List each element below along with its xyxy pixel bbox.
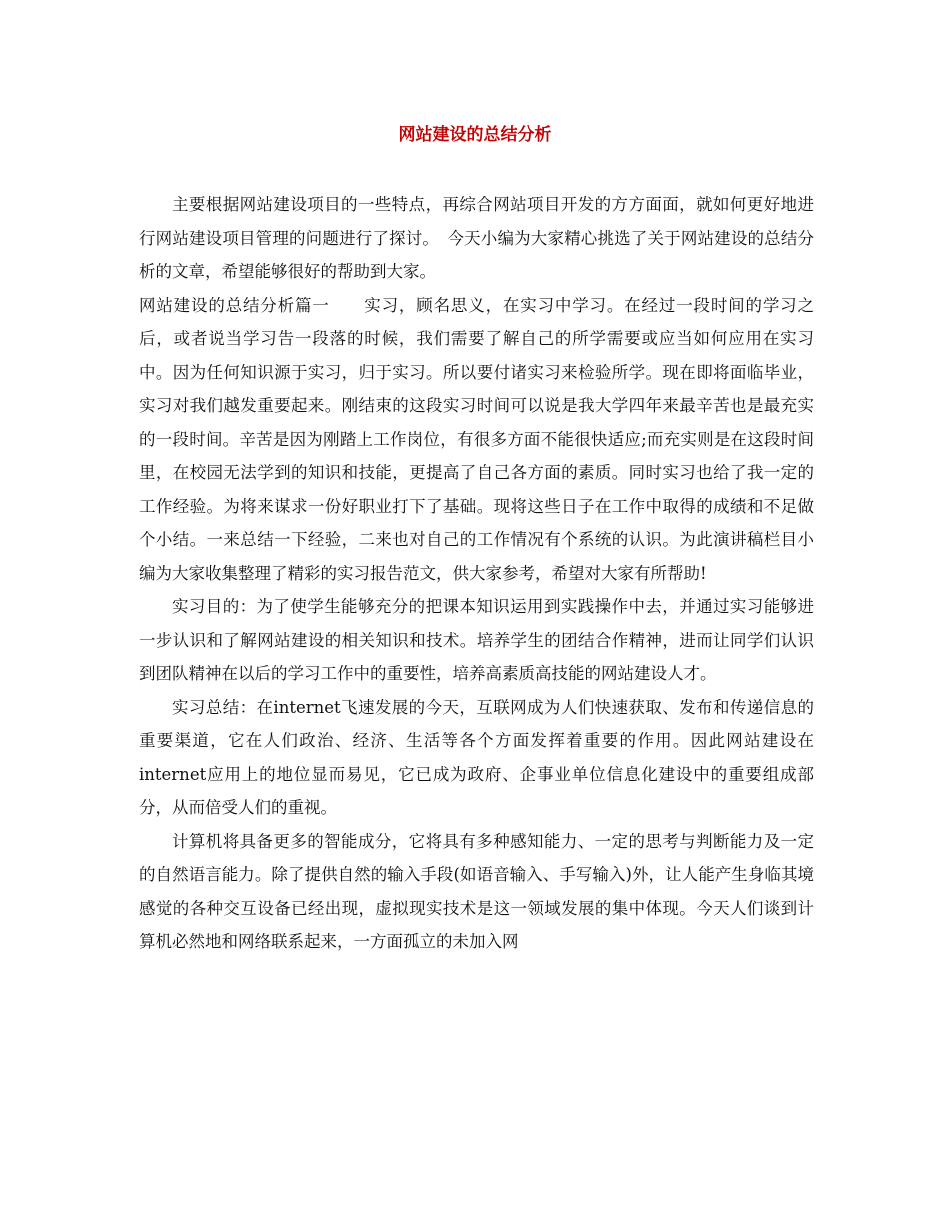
paragraph-part-one: 网站建设的总结分析篇一 实习，顾名思义，在实习中学习。在经过一段时间的学习之后，或者说当学习告一段落的时候，我们需要了解自己的所学需要或应当如何应用在实习中。因为任何知识源于实习，归于实习。所以要付诸实习来检验所学。现在即将面临毕业，实习对我们越发重要起来。刚结束的这段实习时间可以说是我大学四年来最辛苦也是最充实的一段时间。辛苦是因为刚踏上工作岗位，有很多方面不能很快适应;而充实则是在这段时间里，在校园无法学到的知识和技能，更提高了自己各方面的素质。同时实习也给了我一定的工作经验。为将来谋求一份好职业打下了基础。现将这些日子在工作中取得的成绩和不足做个小结。一来总结一下经验，二来也对自己的工作情况有个系统的认识。为此演讲稿栏目小编为大家收集整理了精彩的实习报告范文，供大家参考，希望对大家有所帮助! bbox=[139, 295, 814, 583]
paragraph-computer-intelligence: 计算机将具备更多的智能成分，它将具有多种感知能力、一定的思考与判断能力及一定的自然语言能力。除了提供自然的输入手段(如语音输入、手写输入)外，让人能产生身临其境感觉的各种交互设备已经出现，虚拟现实技术是这一领域发展的集中体现。今天人们谈到计算机必然地和网络联系起来，一方面孤立的未加入网 bbox=[139, 831, 814, 951]
paragraph-internship-purpose: 实习目的：为了使学生能够充分的把课本知识运用到实践操作中去，并通过实习能够进一步认识和了解网站建设的相关知识和技术。培养学生的团结合作精神，进而让同学们认识到团队精神在以后的学习工作中的重要性，培养高素质高技能的网站建设人才。 bbox=[139, 597, 814, 683]
document-title: 网站建设的总结分析 bbox=[398, 125, 552, 145]
document-body bbox=[139, 188, 814, 959]
paragraph-intro: 主要根据网站建设项目的一些特点，再综合网站项目开发的方方面面，就如何更好地进行网站建设项目管理的问题进行了探讨。 今天小编为大家精心挑选了关于网站建设的总结分析的文章，希望能够很好的帮助到大家。 bbox=[139, 195, 814, 281]
paragraph-internship-summary: 实习总结：在internet飞速发展的今天，互联网成为人们快速获取、发布和传递信息的重要渠道，它在人们政治、经济、生活等各个方面发挥着重要的作用。因此网站建设在internet应用上的地位显而易见，它已成为政府、企事业单位信息化建设中的重要组成部分，从而倍受人们的重视。 bbox=[139, 697, 814, 817]
